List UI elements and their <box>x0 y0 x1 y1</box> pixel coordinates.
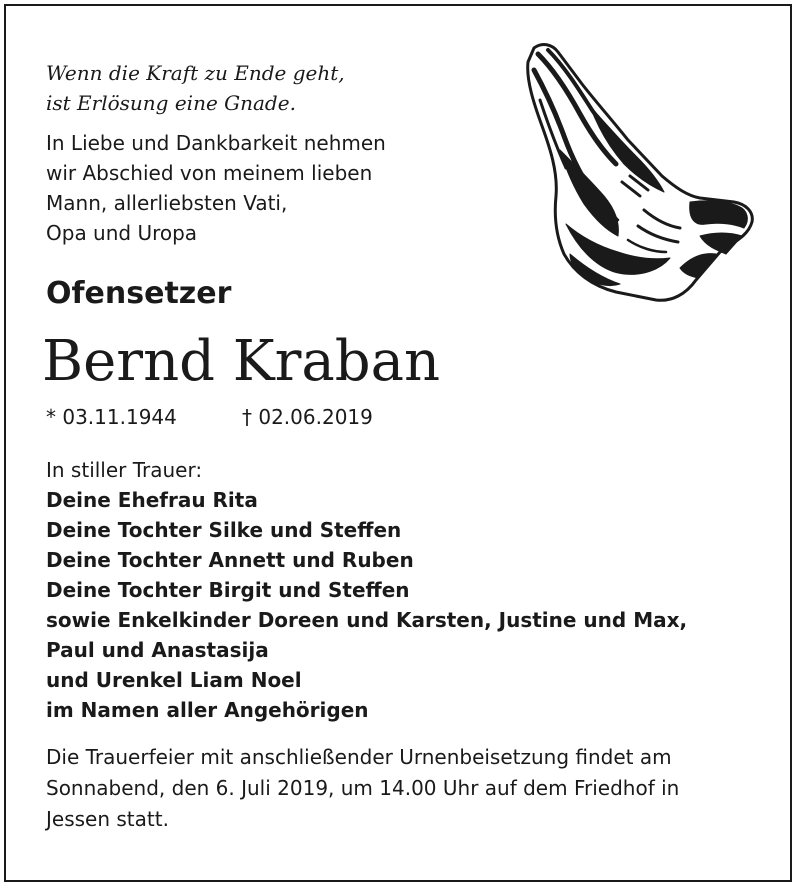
mourner-line: sowie Enkelkinder Doreen und Karsten, Justine und Max, <box>46 608 688 632</box>
intro-text <box>46 128 386 248</box>
mourner-line: Deine Tochter Birgit und Steffen <box>46 578 410 602</box>
birth-date: * 03.11.1944 <box>46 405 177 429</box>
mourner-line: und Urenkel Liam Noel <box>46 668 302 692</box>
mourner-line: Paul und Anastasija <box>46 638 269 662</box>
service-line: Die Trauerfeier mit anschließender Urnenbeisetzung findet am <box>46 745 672 769</box>
funeral-service-info <box>46 742 679 835</box>
service-line: Jessen statt. <box>46 807 169 831</box>
life-dates <box>46 404 373 430</box>
deceased-occupation: Ofensetzer <box>46 276 232 311</box>
mourner-line: Deine Ehefrau Rita <box>46 488 258 512</box>
deceased-name: Bernd Kraban <box>42 329 441 394</box>
motto-verse <box>46 58 345 118</box>
intro-line: In Liebe und Dankbarkeit nehmen <box>46 131 386 155</box>
mourners-label: In stiller Trauer: <box>46 458 203 482</box>
mourner-line: im Namen aller Angehörigen <box>46 698 369 722</box>
intro-line: Opa und Uropa <box>46 221 198 245</box>
mourner-line: Deine Tochter Silke und Steffen <box>46 518 402 542</box>
death-date: † 02.06.2019 <box>242 405 373 429</box>
service-line: Sonnabend, den 6. Juli 2019, um 14.00 Uhr auf dem Friedhof in <box>46 776 680 800</box>
mourners-list <box>46 455 687 725</box>
intro-line: Mann, allerliebsten Vati, <box>46 191 288 215</box>
intro-line: wir Abschied von meinem lieben <box>46 161 373 185</box>
praying-hands-icon <box>520 40 760 310</box>
motto-line: ist Erlösung eine Gnade. <box>46 91 296 115</box>
motto-line: Wenn die Kraft zu Ende geht, <box>46 61 345 85</box>
mourner-line: Deine Tochter Annett und Ruben <box>46 548 414 572</box>
